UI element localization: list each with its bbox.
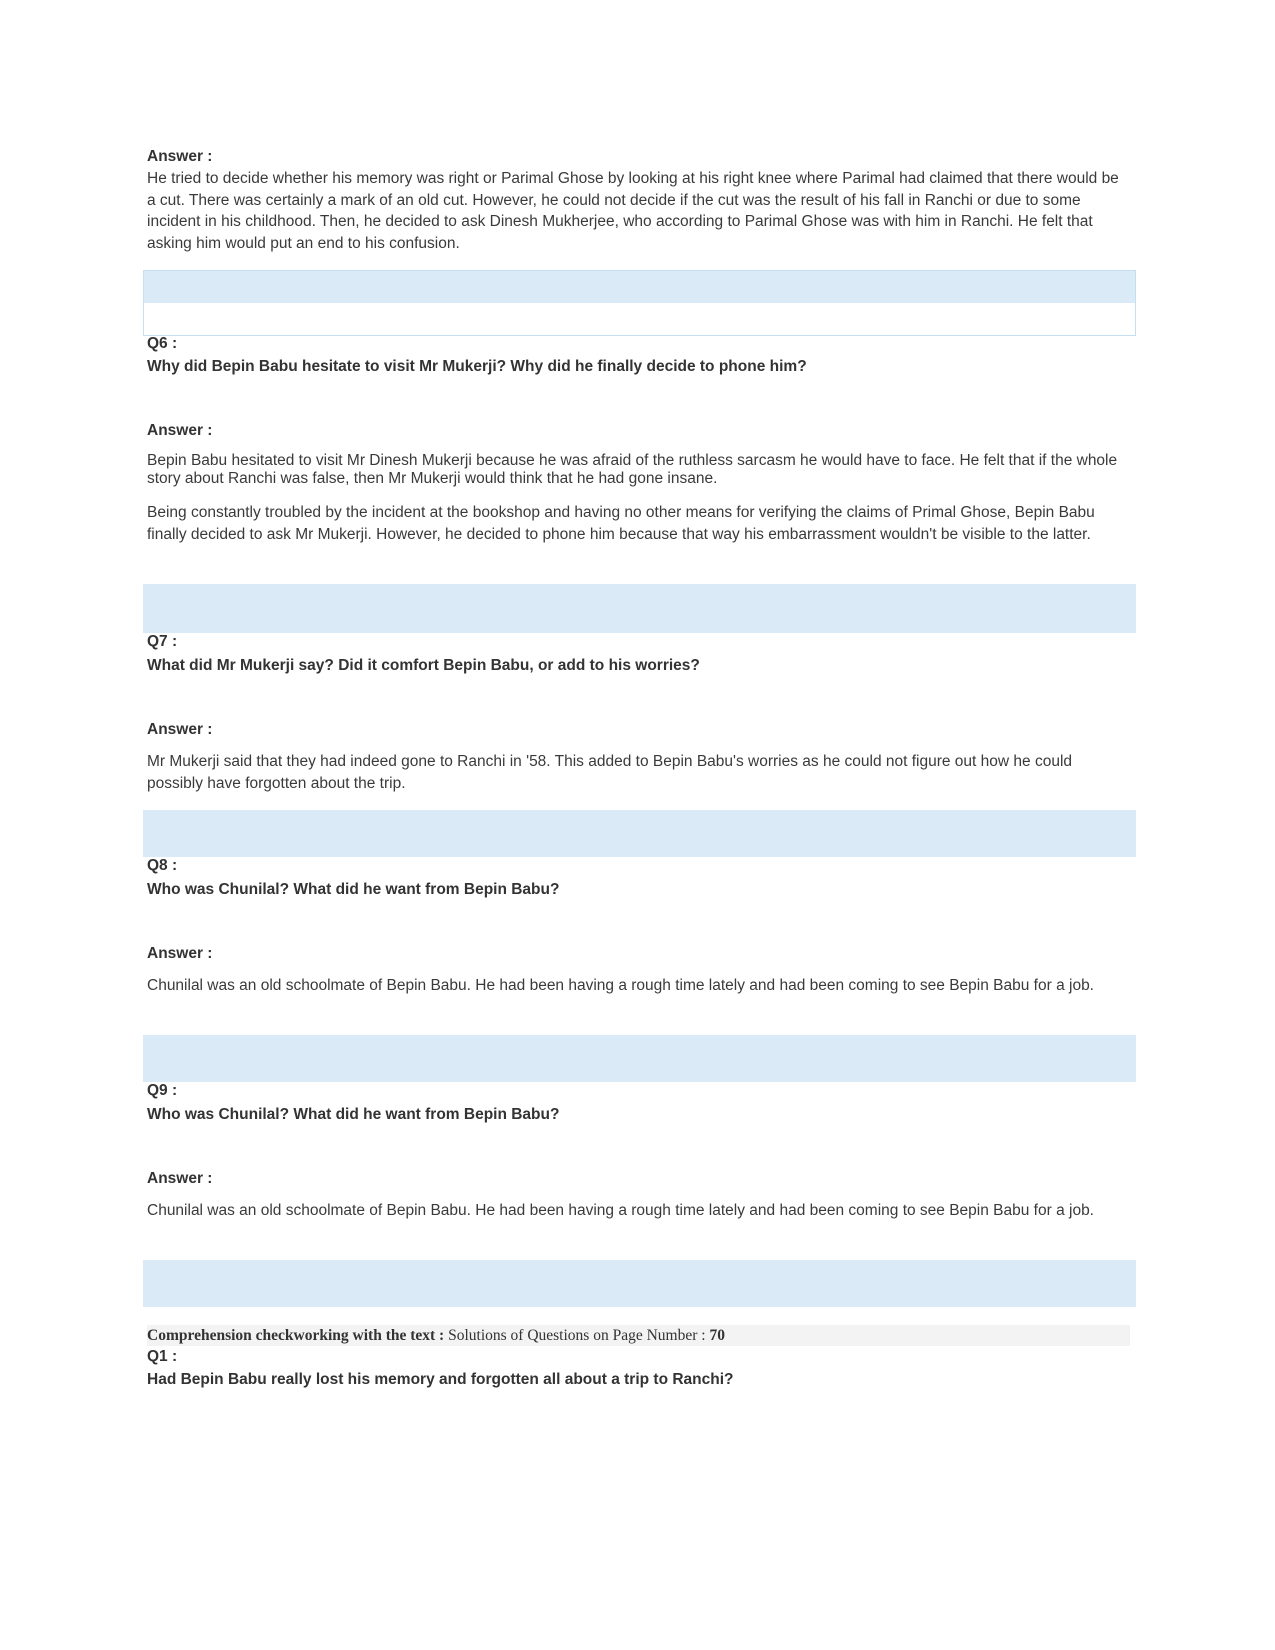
separator-band <box>144 271 1135 303</box>
answer-label: Answer : <box>147 148 213 165</box>
separator-band <box>143 1035 1136 1082</box>
question-text: Had Bepin Babu really lost his memory and forgotten all about a trip to Ranchi? <box>147 1371 734 1388</box>
answer-text: Chunilal was an old schoolmate of Bepin Babu. He had been having a rough time lately and had been coming to see Bepin Babu for a job. <box>147 977 1094 994</box>
section-heading-bold: Comprehension checkworking with the text : <box>147 1327 445 1344</box>
question-text: Who was Chunilal? What did he want from Bepin Babu? <box>147 1106 560 1123</box>
answer-text: Being constantly troubled by the incident at the bookshop and having no other means for verifying the claims of Primal Ghose, Bepin Babu finally decided to ask Mr Mukerji. However, he decided to phone him because that way his embarrassment wouldn't be visible to the latter. <box>147 504 1095 543</box>
page-number: 70 <box>709 1327 725 1344</box>
question-number: Q9 : <box>147 1082 178 1099</box>
question-text: What did Mr Mukerji say? Did it comfort Bepin Babu, or add to his worries? <box>147 657 700 674</box>
answer-text: Mr Mukerji said that they had indeed gone to Ranchi in '58. This added to Bepin Babu's worries as he could not figure out how he could possibly have forgotten about the trip. <box>147 753 1073 792</box>
question-number: Q7 : <box>147 633 178 650</box>
question-number: Q1 : <box>147 1348 178 1365</box>
separator-band <box>143 810 1136 857</box>
question-number: Q8 : <box>147 857 178 874</box>
question-text: Why did Bepin Babu hesitate to visit Mr Mukerji? Why did he finally decide to phone him? <box>147 358 807 375</box>
answer-label: Answer : <box>147 1170 213 1187</box>
answer-label: Answer : <box>147 721 213 738</box>
answer-label: Answer : <box>147 422 213 439</box>
answer-text: Chunilal was an old schoolmate of Bepin Babu. He had been having a rough time lately and had been coming to see Bepin Babu for a job. <box>147 1202 1094 1219</box>
separator-band <box>143 584 1136 633</box>
answer-label: Answer : <box>147 945 213 962</box>
question-text: Who was Chunilal? What did he want from Bepin Babu? <box>147 881 560 898</box>
question-number: Q6 : <box>147 335 178 352</box>
section-heading-text: Solutions of Questions on Page Number : <box>444 1327 710 1344</box>
section-heading <box>147 1325 1130 1346</box>
answer-text: He tried to decide whether his memory was right or Parimal Ghose by looking at his right knee where Parimal had claimed that there would be a cut. There was certainly a mark of an old cut. However, he could not decide if the cut was the result of his fall in Ranchi or due to some incident in his childhood. Then, he decided to ask Dinesh Mukherjee, who according to Parimal Ghose was with him in Ranchi. He felt that asking him would put an end to his confusion. <box>147 170 1119 252</box>
separator-band <box>143 1260 1136 1307</box>
answer-text: Bepin Babu hesitated to visit Mr Dinesh Mukerji because he was afraid of the ruthless sarcasm he would have to face. He felt that if the whole story about Ranchi was false, then Mr Mukerji would think that he had gone insane. <box>147 452 1118 487</box>
separator-box <box>143 270 1136 336</box>
